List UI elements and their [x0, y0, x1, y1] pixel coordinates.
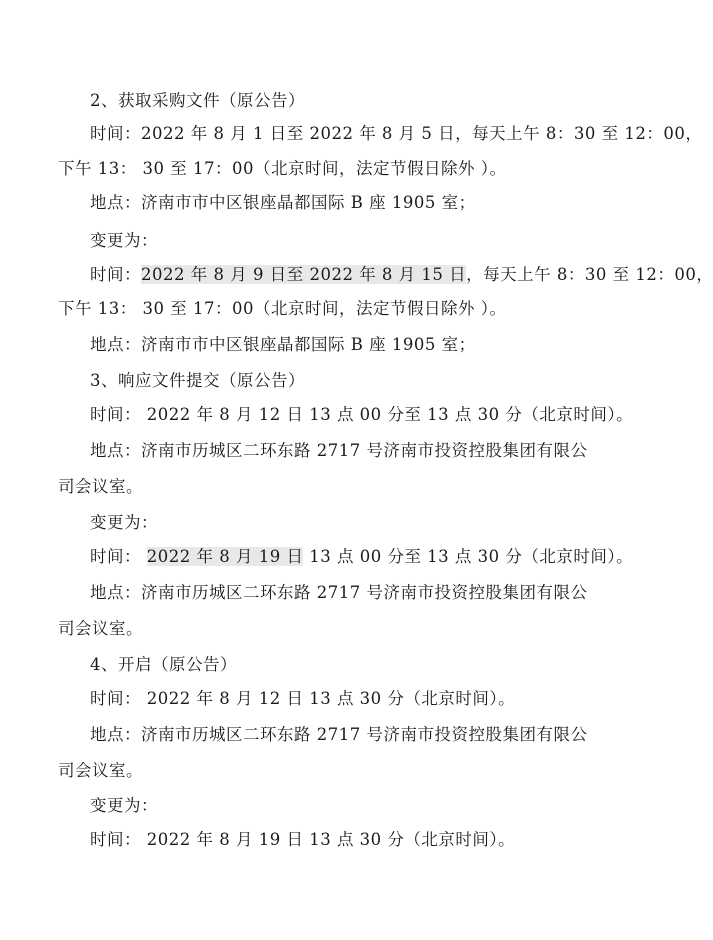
- section-4-new-time: 时间： 2022 年 8 月 19 日 13 点 30 分（北京时间）。: [90, 830, 516, 849]
- section-2-original-time-line-2: 下午 13： 30 至 17：00（北京时间，法定节假日除外 ）。: [58, 159, 507, 178]
- section-2-original-time-line-1: 时间：2022 年 8 月 1 日至 2022 年 8 月 5 日，每天上午 8：30 至 12：00，: [90, 124, 703, 143]
- section-2-new-time-line-1: [90, 264, 713, 286]
- section-3-heading: 3、响应文件提交（原公告）: [90, 371, 305, 390]
- section-2-new-time-rest: ，每天上午 8：30 至 12：00，: [466, 265, 713, 284]
- section-2-new-time-line-2: 下午 13： 30 至 17：00（北京时间，法定节假日除外 ）。: [58, 299, 507, 318]
- section-3-change-label: 变更为：: [90, 513, 158, 532]
- section-3-new-time-prefix: 时间：: [90, 547, 147, 566]
- section-3-new-time: [90, 546, 633, 568]
- section-3-original-place-line-1: 地点：济南市历城区二环东路 2717 号济南市投资控股集团有限公: [90, 441, 588, 460]
- section-3-original-place-line-2: 司会议室。: [58, 477, 143, 496]
- section-2-change-label: 变更为：: [90, 231, 158, 250]
- section-3-new-place-line-1: 地点：济南市历城区二环东路 2717 号济南市投资控股集团有限公: [90, 583, 588, 602]
- section-3-new-time-highlight: 2022 年 8 月 19 日: [146, 547, 304, 566]
- section-3-original-time: 时间： 2022 年 8 月 12 日 13 点 00 分至 13 点 30 分（北京时间）。: [90, 405, 634, 424]
- section-2-new-time-highlight: 2022 年 8 月 9 日至 2022 年 8 月 15 日: [141, 265, 467, 284]
- section-2-original-place: 地点：济南市市中区银座晶都国际 B 座 1905 室；: [90, 193, 476, 212]
- section-4-heading: 4、开启（原公告）: [90, 655, 237, 674]
- section-3-new-time-rest: 13 点 00 分至 13 点 30 分（北京时间）。: [303, 547, 634, 566]
- section-3-new-place-line-2: 司会议室。: [58, 619, 143, 638]
- section-2-new-time-prefix: 时间：: [90, 265, 141, 284]
- section-4-original-time: 时间： 2022 年 8 月 12 日 13 点 30 分（北京时间）。: [90, 689, 516, 708]
- section-4-original-place-line-2: 司会议室。: [58, 761, 143, 780]
- section-4-original-place-line-1: 地点：济南市历城区二环东路 2717 号济南市投资控股集团有限公: [90, 725, 588, 744]
- section-2-new-place: 地点：济南市市中区银座晶都国际 B 座 1905 室；: [90, 335, 476, 354]
- section-4-change-label: 变更为：: [90, 796, 158, 815]
- section-2-heading: 2、获取采购文件（原公告）: [90, 91, 305, 110]
